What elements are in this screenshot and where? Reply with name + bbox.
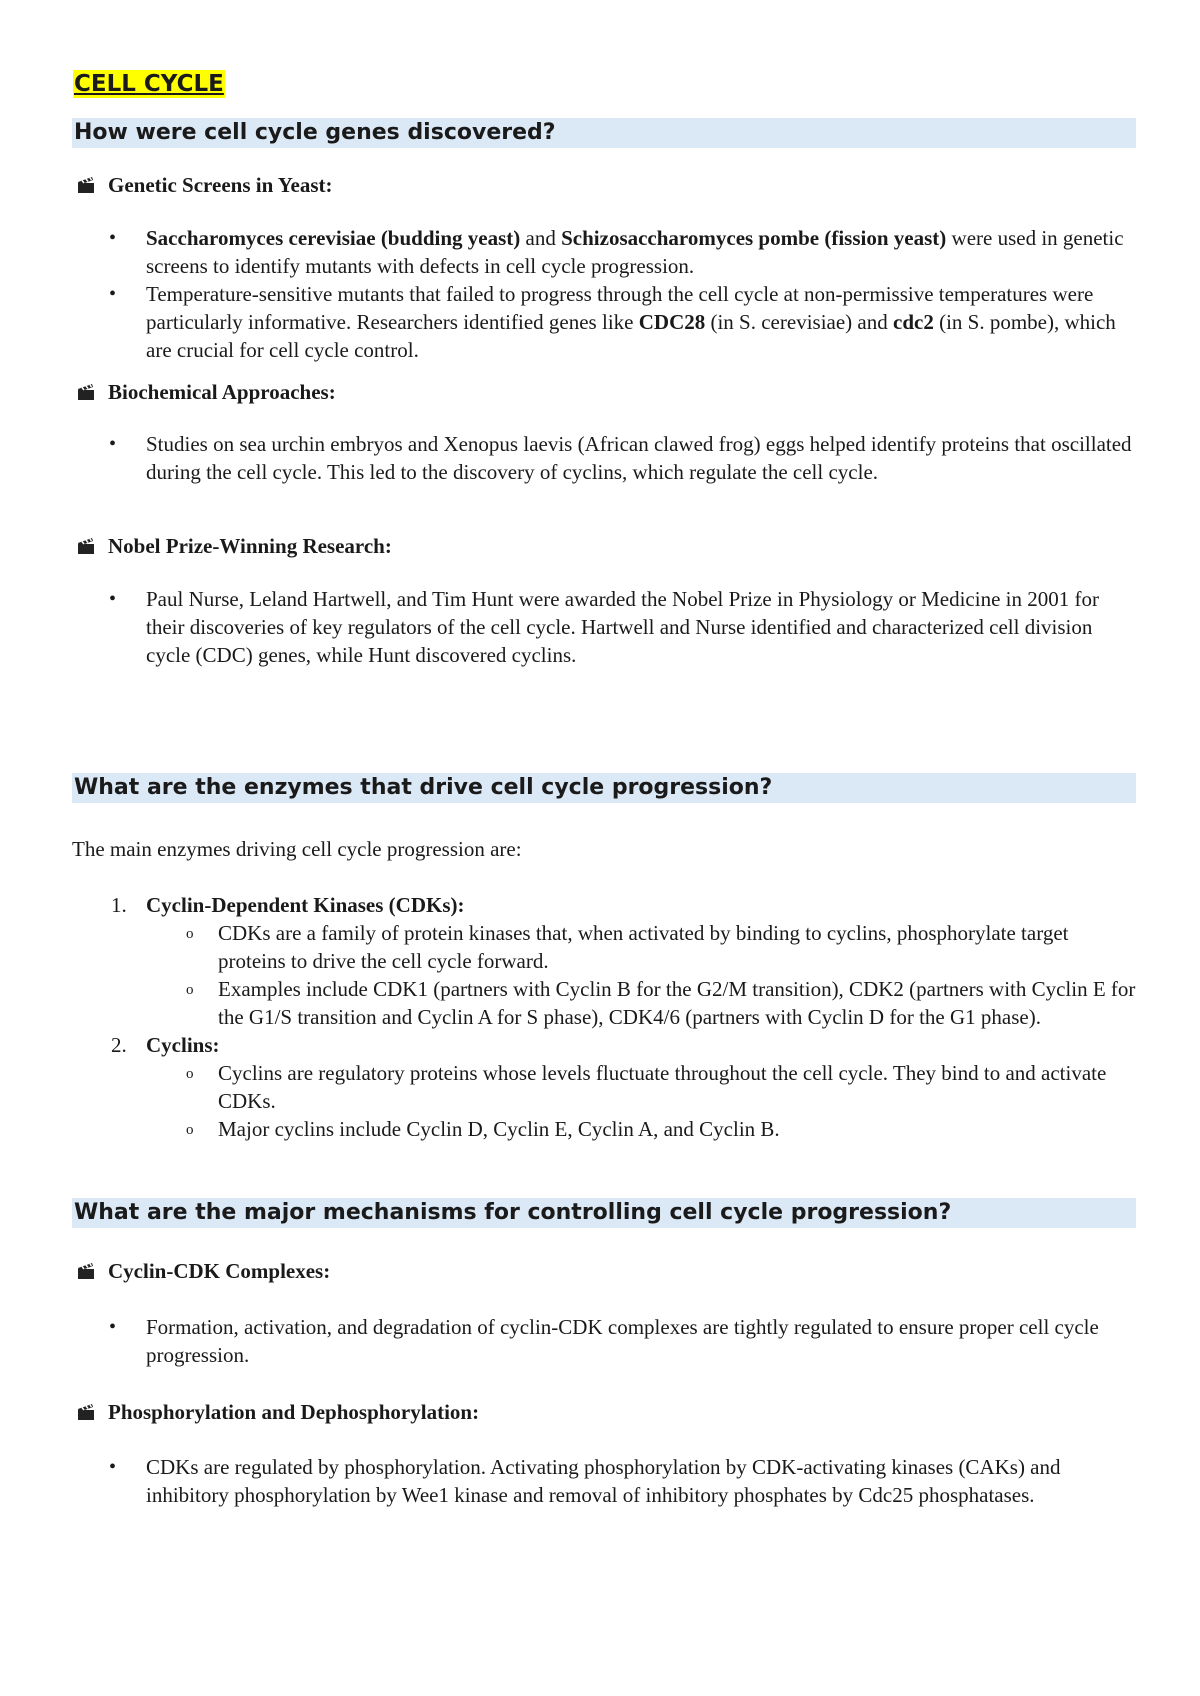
list-item-text: Studies on sea urchin embryos and Xenopus laevis (African clawed frog) eggs helped identify proteins that oscillated during the cell cycle. This led to the discovery of cyclins, which regulate the cell cycle. [146,432,1132,484]
subheading-label: Biochemical Approaches: [108,380,336,404]
sub-list-item [146,975,1137,1031]
clapperboard-icon [76,175,96,195]
bullet-icon: • [109,1316,117,1338]
subheading-nobel [76,532,392,560]
sub-bullet-icon: o [186,1066,194,1082]
list-item [107,1031,1137,1143]
list-item [107,891,1137,1031]
subheading-phosphorylation [76,1398,479,1426]
subheading-label: Genetic Screens in Yeast: [108,173,333,197]
clapperboard-icon [76,1261,96,1281]
subheading-cyclin-cdk [76,1257,330,1285]
subheading-label: Cyclin-CDK Complexes: [108,1259,331,1283]
list-number: 2. [111,1033,127,1057]
bullet-icon: • [109,283,117,305]
bullet-icon: • [109,227,117,249]
sub-list-item-text: Examples include CDK1 (partners with Cyclin B for the G2/M transition), CDK2 (partners with Cyclin E for the G1/S transition and Cyclin A for S phase), CDK4/6 (partners with Cyclin D for the G1 phase). [218,977,1136,1029]
subheading-label: Nobel Prize-Winning Research: [108,534,392,558]
list-item [107,430,1137,486]
section-intro: The main enzymes driving cell cycle progression are: [72,837,522,861]
list-item-label: Cyclin-Dependent Kinases (CDKs): [146,893,465,917]
list-item [107,1453,1137,1509]
list-item [107,1313,1137,1369]
subheading-biochemical [76,378,336,406]
sub-bullet-icon: o [186,1122,194,1138]
bullet-list-biochemical [107,430,1137,486]
sub-list-item [146,1059,1137,1115]
list-item-label: Cyclins: [146,1033,220,1057]
subheading-label: Phosphorylation and Dephosphorylation: [108,1400,480,1424]
sub-list-item-text: Major cyclins include Cyclin D, Cyclin E, Cyclin A, and Cyclin B. [218,1117,780,1141]
clapperboard-icon [76,382,96,402]
bullet-icon: • [109,433,117,455]
list-number: 1. [111,893,127,917]
bullet-list-nobel [107,585,1137,669]
sub-bullet-icon: o [186,926,194,942]
bullet-icon: • [109,1456,117,1478]
clapperboard-icon [76,536,96,556]
clapperboard-icon [76,1402,96,1422]
list-item-text: Temperature-sensitive mutants that failed to progress through the cell cycle at non-permissive temperatures were particularly informative. Researchers identified genes like CDC28 (in S. cerevisiae) and cdc2 (in S. pombe), which are crucial for cell cycle control. [146,282,1116,362]
list-item-text: Paul Nurse, Leland Hartwell, and Tim Hunt were awarded the Nobel Prize in Physiology or Medicine in 2001 for their discoveries of key regulators of the cell cycle. Hartwell and Nurse identified and characterized cell division cycle (CDC) genes, while Hunt discovered cyclins. [146,587,1099,667]
list-item-text: Formation, activation, and degradation of cyclin-CDK complexes are tightly regulated to ensure proper cell cycle progression. [146,1315,1099,1367]
section-heading-mechanisms: What are the major mechanisms for controlling cell cycle progression? [72,1198,1136,1228]
list-item [107,224,1137,280]
section-heading-discovery: How were cell cycle genes discovered? [72,118,1136,148]
list-item-text: Saccharomyces cerevisiae (budding yeast) and Schizosaccharomyces pombe (fission yeast) were used in genetic screens to identify mutants with defects in cell cycle progression. [146,226,1124,278]
bullet-list-cyclin-cdk [107,1313,1137,1369]
bullet-icon: • [109,588,117,610]
sub-list-item-text: CDKs are a family of protein kinases that, when activated by binding to cyclins, phosphorylate target proteins to drive the cell cycle forward. [218,921,1069,973]
list-item [107,585,1137,669]
list-item [107,280,1137,364]
bullet-list-genetic-screens [107,224,1137,364]
sub-bullet-icon: o [186,982,194,998]
enzyme-list [107,891,1137,1143]
list-item-text: CDKs are regulated by phosphorylation. Activating phosphorylation by CDK-activating kinases (CAKs) and inhibitory phosphorylation by Wee1 kinase and removal of inhibitory phosphates by Cdc25 phosphatases. [146,1455,1061,1507]
document-title: CELL CYCLE [74,71,224,97]
sub-list-item [146,919,1137,975]
sub-list-item [146,1115,1137,1143]
subheading-genetic-screens [76,171,333,199]
section-heading-enzymes: What are the enzymes that drive cell cycle progression? [72,773,1136,803]
bullet-list-phosphorylation [107,1453,1137,1509]
sub-list-item-text: Cyclins are regulatory proteins whose levels fluctuate throughout the cell cycle. They bind to and activate CDKs. [218,1061,1107,1113]
